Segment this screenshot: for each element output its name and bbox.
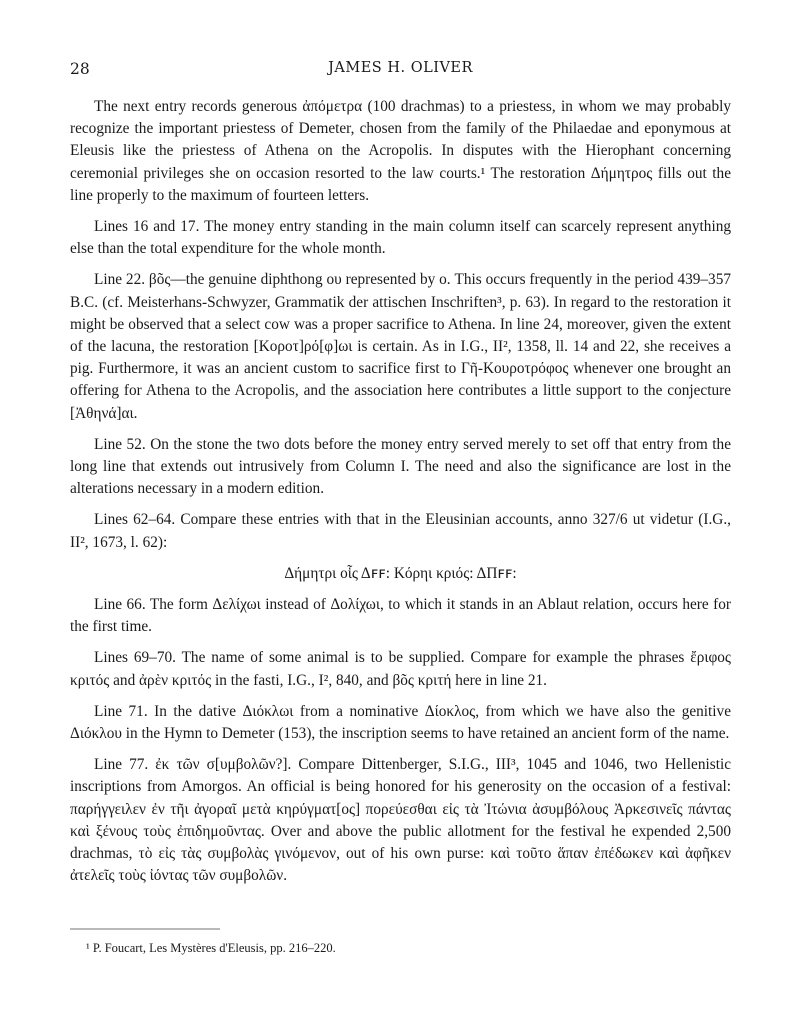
paragraph-lines-69-70: Lines 69–70. The name of some animal is to be supplied. Compare for example the phrases ἔριφος κριτός and ἀρὲν κριτός in the fasti, I.G., I², 840, and βõς κριτή here in line 21.: [70, 649, 731, 689]
footnote-rule: [70, 928, 220, 930]
page-header: [70, 60, 731, 84]
paragraph-line-22: Line 22. βõς—the genuine diphthong ου represented by ο. This occurs frequently in the period 439–357 B.C. (cf. Meisterhans-Schwyzer, Grammatik der attischen Inschriften³, p. 63). In regard to the restoration it might be observed that a select cow was a proper sacrifice to Athena. In line 24, moreover, given the extent of the lacuna, the restoration [Κοροτ]ρό[φ]ωι is certain. As in I.G., II², 1358, ll. 14 and 22, she receives a pig. Furthermore, it was an ancient custom to sacrifice first to Γῆ-Κουροτρόφος whenever one brought an offering for Athena to the Acropolis, and the association here contributes a little support to the conjecture [Ἀθηνά]αι.: [70, 271, 731, 422]
paragraph-lines-16-17: Lines 16 and 17. The money entry standing in the main column itself can scarcely represent anything else than the total expenditure for the whole month.: [70, 218, 731, 258]
paragraph-lines-62-64: Lines 62–64. Compare these entries with that in the Eleusinian accounts, anno 327/6 ut videtur (I.G., II², 1673, l. 62):: [70, 511, 731, 551]
paragraph-apometra: The next entry records generous ἀπόμετρα (100 drachmas) to a priestess, in whom we may probably recognize the important priestess of Demeter, chosen from the family of the Philaedae and eponymous at Eleusis like the priestess of Athena on the Acropolis. In disputes with the Hierophant concerning ceremonial privileges she on occasion resorted to the law courts.¹ The restoration Δήμητρος fills out the line properly to the maximum of fourteen letters.: [70, 98, 731, 204]
footnote: ¹ P. Foucart, Les Mystères d'Eleusis, pp. 216–220.: [86, 941, 336, 955]
page-number: 28: [70, 60, 90, 78]
running-title: JAMES H. OLIVER: [328, 60, 473, 76]
body-text: [70, 96, 731, 897]
paragraph-line-77: Line 77. ἐκ τῶν σ[υμβολῶν?]. Compare Dittenberger, S.I.G., III³, 1045 and 1046, two Hellenistic inscriptions from Amorgos. An official is being honored for his generosity on the occasion of a festival: παρήγγειλεν ἐν τῆι ἀγοραῖ μετὰ κηρύγματ[ος] πορεύεσθαι εἰς τὰ Ἰτώνια ἀσυμβόλους Ἀρκεσινεῖς πάντας καὶ ξένους τοὺς ἐπιδημοῦντας. Over and above the public allotment for the festival he expended 2,500 drachmas, τὸ εἰς τὰς συμβολὰς γινόμενον, out of his own purse: καὶ τοῦτο ἅπαν ἐπέδωκεν καὶ ἀφῆκεν ἀτελεῖς τοὺς ἰόντας τῶν συμβολῶν.: [70, 756, 731, 885]
paragraph-line-71: Line 71. In the dative Διόκλωι from a nominative Δίοκλος, from which we have also the genitive Διόκλου in the Hymn to Demeter (153), the inscription seems to have retained an ancient form of the name.: [70, 702, 731, 743]
inscription-quote: Δήμητρι οἷς Δꜰꜰ: Κόρηι κριός: ΔΠꜰꜰ:: [284, 564, 517, 582]
paragraph-line-52: Line 52. On the stone the two dots before the money entry served merely to set off that entry from the long line that extends out intrusively from Column I. The need and also the significance are lost in the alterations necessary in a modern edition.: [70, 435, 731, 498]
paragraph-line-66: Line 66. The form Δελίχωι instead of Δολίχωι, to which it stands in an Ablaut relation, occurs here for the first time.: [70, 596, 731, 636]
